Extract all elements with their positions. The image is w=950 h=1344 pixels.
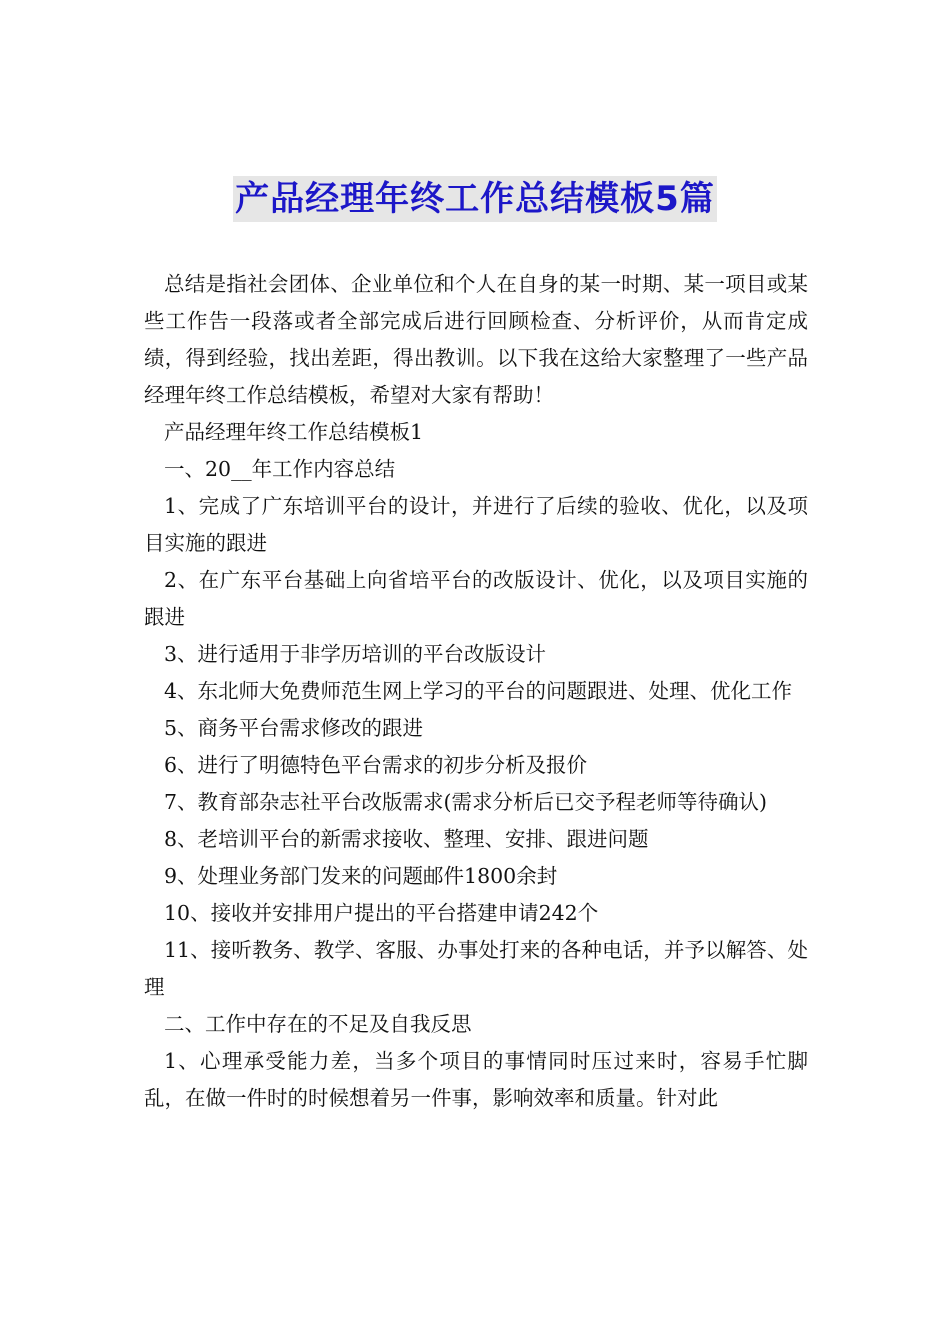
paragraph-heading-1: 一、20__年工作内容总结 [164,457,396,481]
document-body [144,266,808,1117]
list-item: 8、老培训平台的新需求接收、整理、安排、跟进问题 [164,827,649,851]
list-item: 3、进行适用于非学历培训的平台改版设计 [164,642,547,666]
list-item: 4、东北师大免费师范生网上学习的平台的问题跟进、处理、优化工作 [164,679,793,703]
title-container [0,176,950,222]
document-title: 产品经理年终工作总结模板5篇 [233,176,717,222]
paragraph-section-heading: 产品经理年终工作总结模板1 [164,420,424,444]
paragraph-heading-2: 二、工作中存在的不足及自我反思 [164,1012,472,1036]
list-item: 2、在广东平台基础上向省培平台的改版设计、优化，以及项目实施的跟进 [144,568,808,629]
list-item: 11、接听教务、教学、客服、办事处打来的各种电话，并予以解答、处理 [144,938,808,999]
list-item: 6、进行了明德特色平台需求的初步分析及报价 [164,753,588,777]
list-item: 1、心理承受能力差，当多个项目的事情同时压过来时，容易手忙脚乱，在做一件时的时候想着另一件事，影响效率和质量。针对此 [144,1049,808,1110]
list-item: 1、完成了广东培训平台的设计，并进行了后续的验收、优化，以及项目实施的跟进 [144,494,808,555]
list-item: 9、处理业务部门发来的问题邮件1800余封 [164,864,558,888]
list-item: 7、教育部杂志社平台改版需求(需求分析后已交予程老师等待确认) [164,790,768,814]
list-item: 5、商务平台需求修改的跟进 [164,716,424,740]
paragraph-intro: 总结是指社会团体、企业单位和个人在自身的某一时期、某一项目或某些工作告一段落或者全部完成后进行回顾检查、分析评价，从而肯定成绩，得到经验，找出差距，得出教训。以下我在这给大家整理了一些产品经理年终工作总结模板，希望对大家有帮助！ [144,272,808,407]
list-item: 10、接收并安排用户提出的平台搭建申请242个 [164,901,599,925]
